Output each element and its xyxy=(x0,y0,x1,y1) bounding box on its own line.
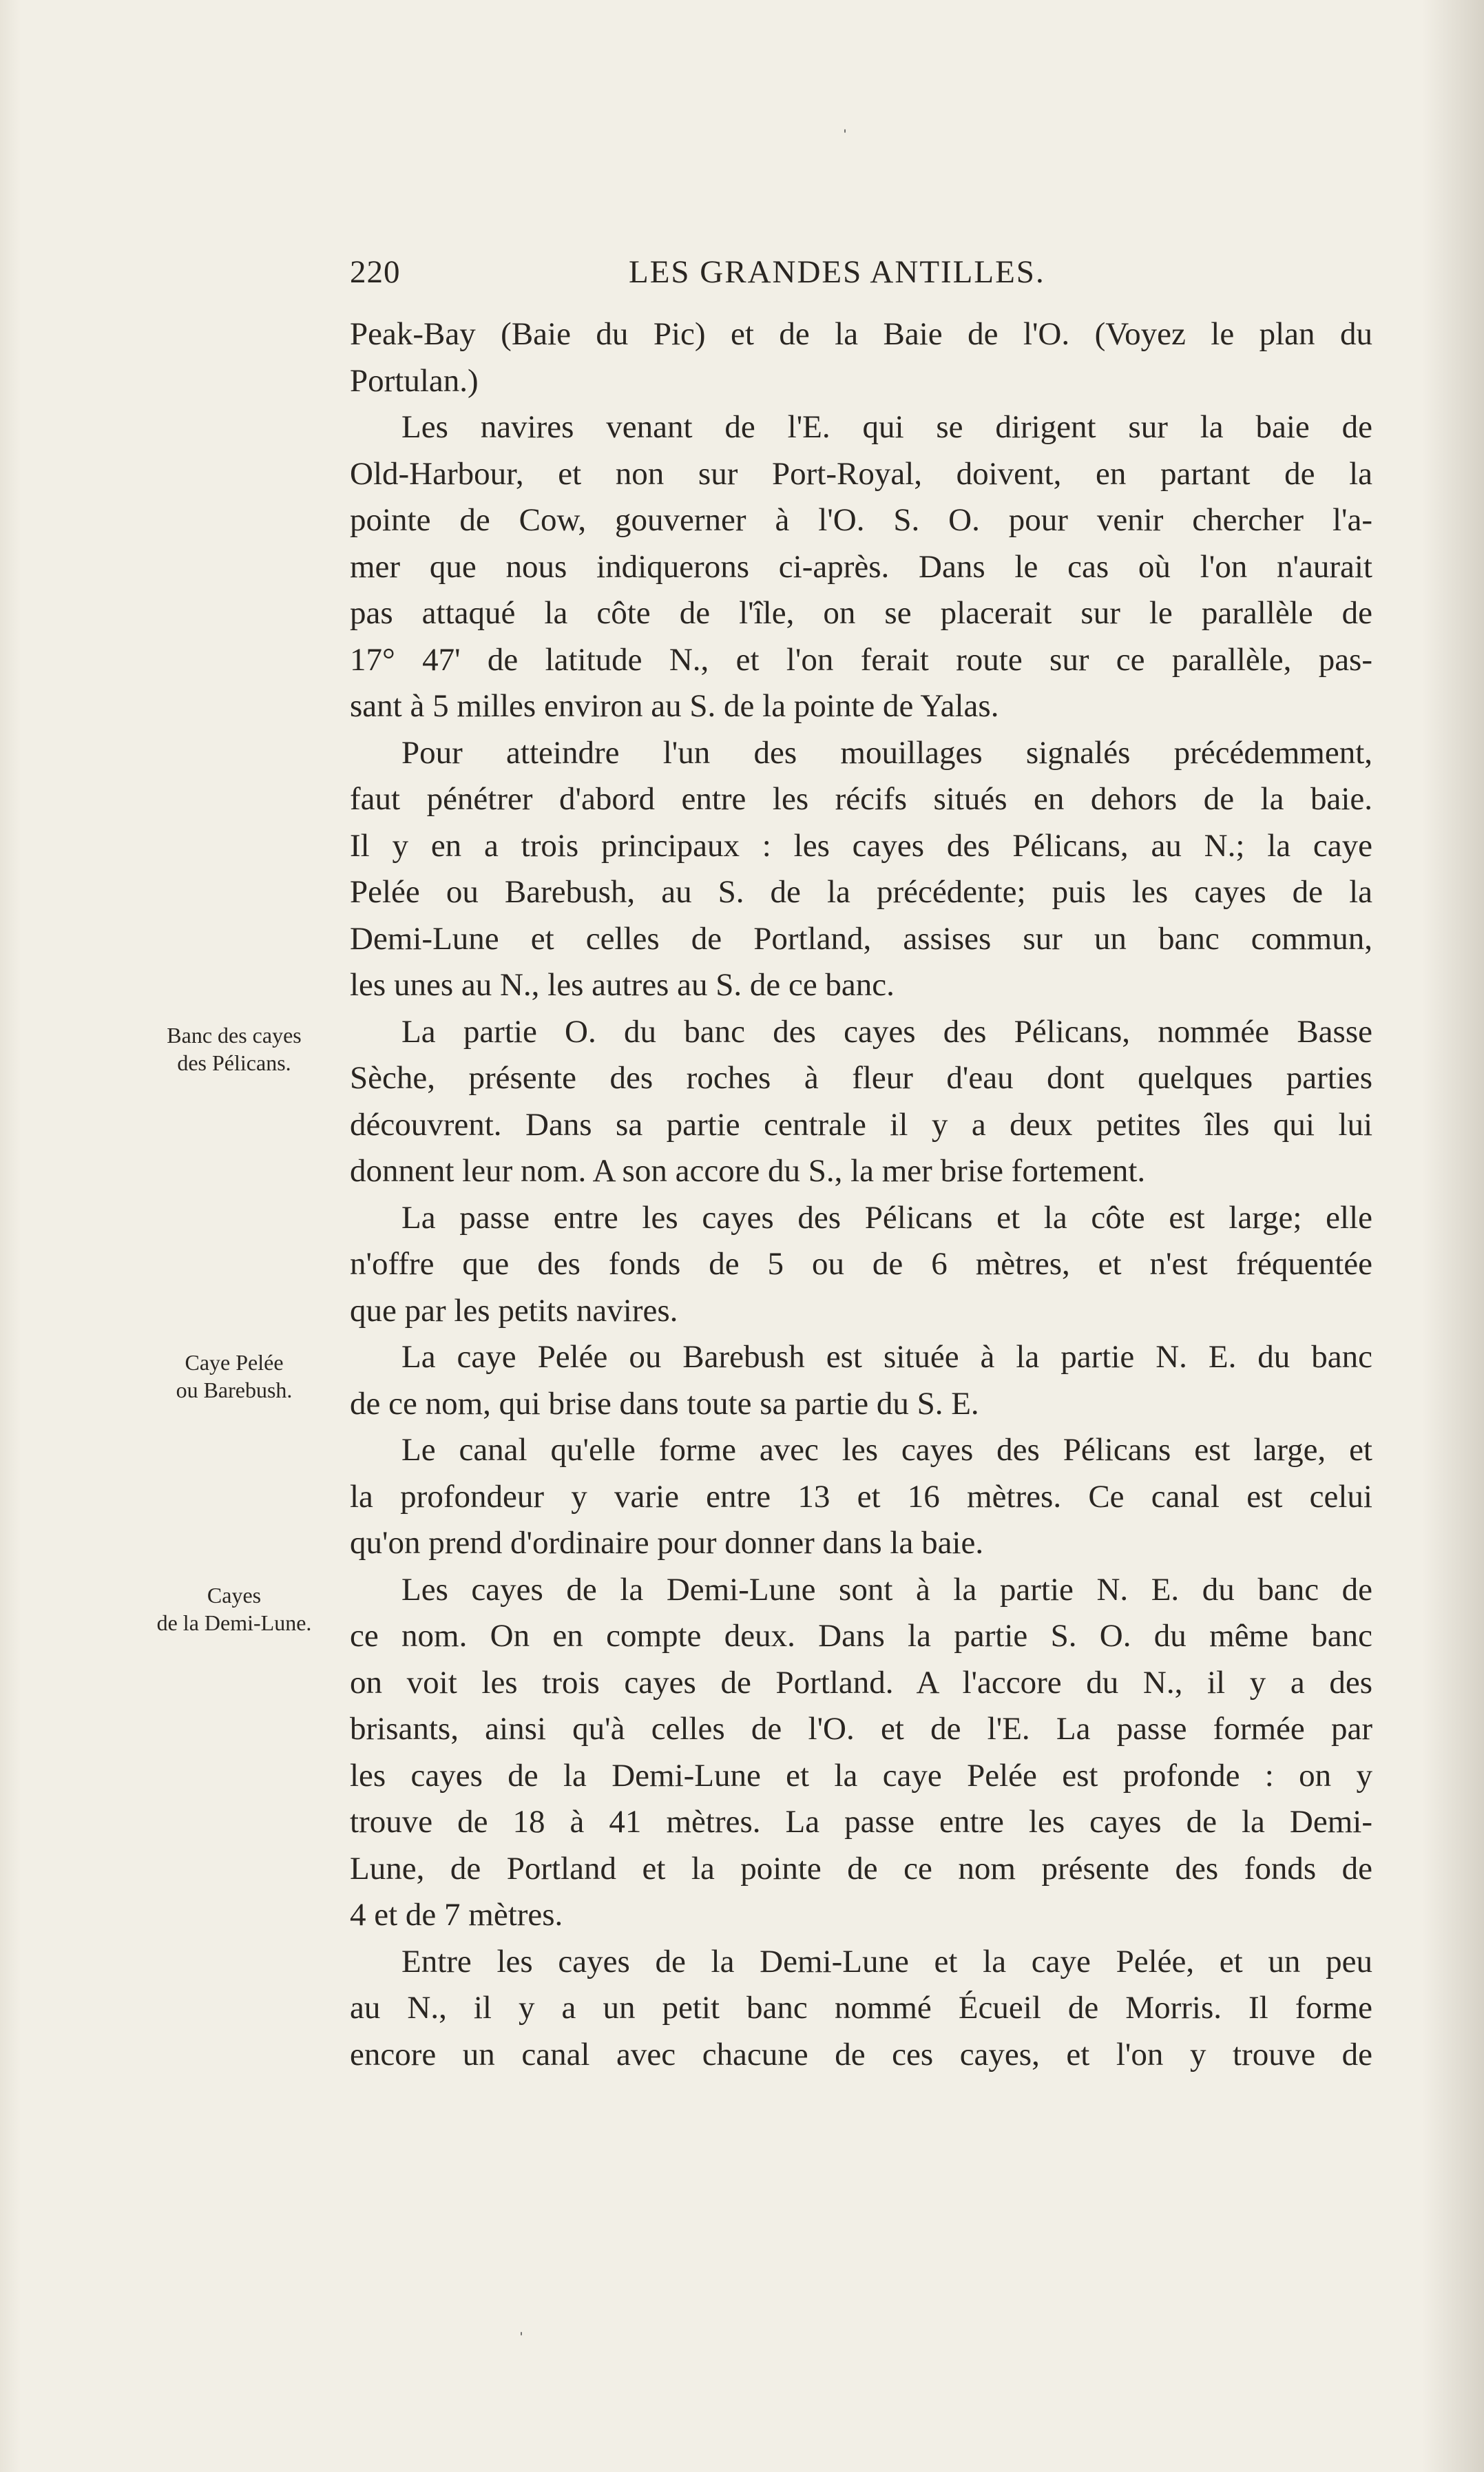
text-line: les cayes de la Demi-Lune et la caye Pelée est profonde : on y xyxy=(350,1757,1372,1794)
text-line: Il y en a trois principaux : les cayes des Pélicans, au N.; la caye xyxy=(350,827,1372,864)
text-line: sant à 5 milles environ au S. de la pointe de Yalas. xyxy=(350,688,999,724)
text-line: Pour atteindre l'un des mouillages signalés précédemment, xyxy=(401,734,1372,771)
paragraph-2 xyxy=(350,404,1372,730)
text-line: n'offre que des fonds de 5 ou de 6 mètres, et n'est fréquentée xyxy=(350,1246,1372,1282)
text-line: La caye Pelée ou Barebush est située à la partie N. E. du banc xyxy=(401,1339,1372,1375)
text-line: ce nom. On en compte deux. Dans la partie S. O. du même banc xyxy=(350,1618,1372,1654)
paragraph-7 xyxy=(350,1427,1372,1567)
text-line: que par les petits navires. xyxy=(350,1292,678,1329)
text-line: La passe entre les cayes des Pélicans et la côte est large; elle xyxy=(401,1199,1372,1236)
text-line: Demi-Lune et celles de Portland, assises sur un banc commun, xyxy=(350,920,1372,957)
paragraph-3 xyxy=(350,730,1372,1009)
text-line: Old-Harbour, et non sur Port-Royal, doivent, en partant de la xyxy=(350,455,1372,492)
text-line: La partie O. du banc des cayes des Pélicans, nommée Basse xyxy=(401,1013,1372,1050)
paragraph-4 xyxy=(350,1009,1372,1195)
text-line: brisants, ainsi qu'à celles de l'O. et de l'E. La passe formée par xyxy=(350,1711,1372,1747)
text-line: de ce nom, qui brise dans toute sa partie du S. E. xyxy=(350,1385,979,1422)
text-line: au N., il y a un petit banc nommé Écueil de Morris. Il forme xyxy=(350,1990,1372,2026)
text-line: Pelée ou Barebush, au S. de la précédente; puis les cayes de la xyxy=(350,874,1372,910)
sidenote-line: Banc des cayes xyxy=(167,1023,302,1048)
sidenote-pelicans xyxy=(131,1021,337,1077)
sidenote-demi-lune xyxy=(131,1581,337,1637)
text-line: trouve de 18 à 41 mètres. La passe entre les cayes de la Demi- xyxy=(350,1804,1372,1840)
text-line: Les cayes de la Demi-Lune sont à la partie N. E. du banc de xyxy=(401,1571,1372,1608)
paragraph-6 xyxy=(350,1334,1372,1427)
text-line: Entre les cayes de la Demi-Lune et la caye Pelée, et un peu xyxy=(401,1943,1372,1980)
text-line: Sèche, présente des roches à fleur d'eau dont quelques parties xyxy=(350,1060,1372,1096)
text-line: encore un canal avec chacune de ces cayes, et l'on y trouve de xyxy=(350,2036,1372,2073)
sidenote-line: ou Barebush. xyxy=(176,1378,293,1402)
running-title: LES GRANDES ANTILLES. xyxy=(629,254,1045,290)
page-edge-right xyxy=(1422,0,1484,2472)
text-line: on voit les trois cayes de Portland. A l'accore du N., il y a des xyxy=(350,1664,1372,1701)
text-line: la profondeur y varie entre 13 et 16 mètres. Ce canal est celui xyxy=(350,1478,1372,1515)
text-line: les unes au N., les autres au S. de ce banc. xyxy=(350,967,895,1003)
text-line: mer que nous indiquerons ci-après. Dans le cas où l'on n'aurait xyxy=(350,548,1372,585)
text-line: Peak-Bay (Baie du Pic) et de la Baie de l'O. (Voyez le plan du xyxy=(350,316,1372,352)
page-number: 220 xyxy=(350,254,401,290)
paragraph-5 xyxy=(350,1195,1372,1335)
text-line: donnent leur nom. A son accore du S., la mer brise fortement. xyxy=(350,1153,1146,1189)
paragraph-1 xyxy=(350,311,1372,404)
text-line: Le canal qu'elle forme avec les cayes des Pélicans est large, et xyxy=(401,1432,1372,1468)
text-line: qu'on prend d'ordinaire pour donner dans la baie. xyxy=(350,1525,984,1561)
sidenote-line: Caye Pelée xyxy=(185,1350,284,1375)
sidenote-caye-pelee xyxy=(131,1349,337,1404)
text-line: Portulan.) xyxy=(350,362,479,399)
text-line: découvrent. Dans sa partie centrale il y a deux petites îles qui lui xyxy=(350,1106,1372,1143)
text-line: pas attaqué la côte de l'île, on se placerait sur le parallèle de xyxy=(350,595,1372,631)
text-line: 4 et de 7 mètres. xyxy=(350,1897,563,1933)
specks-bottom: ˌ xyxy=(518,2313,525,2336)
body-text xyxy=(350,311,1372,2078)
paragraph-8 xyxy=(350,1567,1372,1939)
sidenote-line: des Pélicans. xyxy=(177,1050,291,1075)
text-line: Lune, de Portland et la pointe de ce nom présente des fonds de xyxy=(350,1850,1372,1887)
text-line: faut pénétrer d'abord entre les récifs situés en dehors de la baie. xyxy=(350,781,1372,817)
paragraph-9 xyxy=(350,1939,1372,2079)
running-header xyxy=(350,253,1372,302)
specks-top: ˌ xyxy=(842,110,848,133)
sidenote-line: Cayes xyxy=(207,1583,262,1608)
sidenote-line: de la Demi-Lune. xyxy=(156,1610,312,1635)
page-edge-left xyxy=(0,0,21,2472)
text-line: Les navires venant de l'E. qui se dirigent sur la baie de xyxy=(401,409,1372,445)
text-line: 17° 47' de latitude N., et l'on ferait route sur ce parallèle, pas- xyxy=(350,641,1372,678)
text-line: pointe de Cow, gouverner à l'O. S. O. pour venir chercher l'a- xyxy=(350,502,1372,538)
